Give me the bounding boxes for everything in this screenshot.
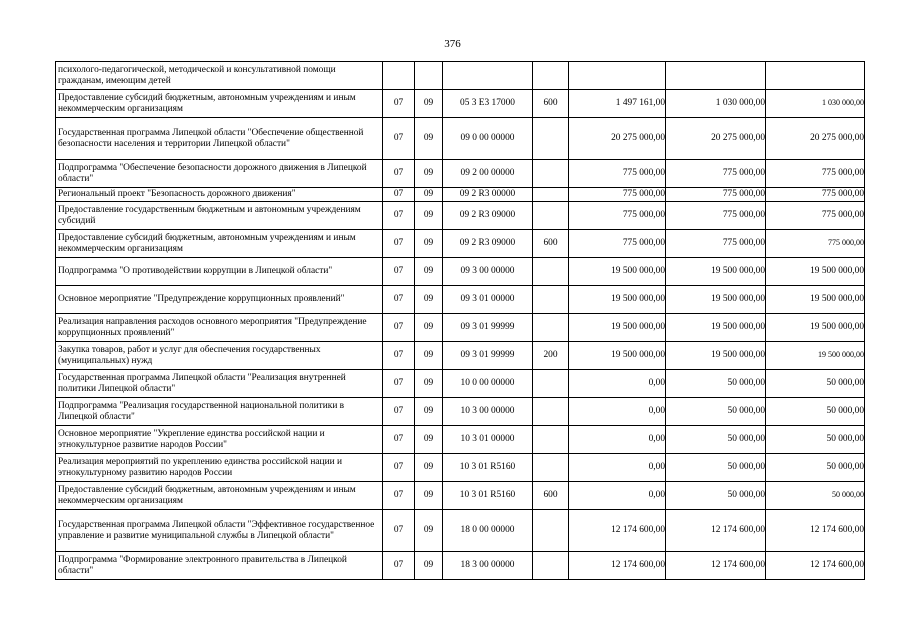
- amount-year1-cell: 775 000,00: [569, 202, 666, 230]
- amount-year3-cell: 19 500 000,00: [766, 258, 865, 286]
- expense-type-cell: [533, 258, 569, 286]
- expense-name-cell: Подпрограмма "Реализация государственной национальной политики в Липецкой области": [56, 398, 383, 426]
- amount-year3-cell: 50 000,00: [766, 426, 865, 454]
- expense-type-cell: [533, 188, 569, 202]
- expense-type-cell: 600: [533, 230, 569, 258]
- target-article-cell: 10 0 00 00000: [443, 370, 533, 398]
- amount-year2-cell: 12 174 600,00: [666, 510, 766, 552]
- section-code-cell: 07: [383, 230, 415, 258]
- page-number: 376: [444, 38, 461, 50]
- target-article-cell: 05 3 Е3 17000: [443, 90, 533, 118]
- expense-name-cell: Государственная программа Липецкой области "Эффективное государственное управление и развитие муниципальной службы в Липецкой области": [56, 510, 383, 552]
- subsection-code-cell: 09: [415, 314, 443, 342]
- amount-year3-cell: 19 500 000,00: [766, 286, 865, 314]
- section-code-cell: [383, 62, 415, 90]
- amount-year1-cell: 19 500 000,00: [569, 286, 666, 314]
- target-article-cell: 10 3 01 R5160: [443, 482, 533, 510]
- section-code-cell: 07: [383, 370, 415, 398]
- section-code-cell: 07: [383, 160, 415, 188]
- subsection-code-cell: 09: [415, 510, 443, 552]
- section-code-cell: 07: [383, 90, 415, 118]
- table-row: [56, 188, 865, 202]
- amount-year1-cell: 775 000,00: [569, 160, 666, 188]
- amount-year2-cell: 775 000,00: [666, 230, 766, 258]
- expense-type-cell: [533, 118, 569, 160]
- section-code-cell: 07: [383, 454, 415, 482]
- expense-name-cell: Подпрограмма "Формирование электронного правительства в Липецкой области": [56, 552, 383, 580]
- amount-year3-cell: 50 000,00: [766, 370, 865, 398]
- section-code-cell: 07: [383, 118, 415, 160]
- expense-type-cell: [533, 314, 569, 342]
- amount-year1-cell: 0,00: [569, 454, 666, 482]
- target-article-cell: 10 3 00 00000: [443, 398, 533, 426]
- expense-type-cell: [533, 552, 569, 580]
- subsection-code-cell: [415, 62, 443, 90]
- table-row: [56, 160, 865, 188]
- amount-year2-cell: 50 000,00: [666, 482, 766, 510]
- amount-year3-cell: 50 000,00: [766, 454, 865, 482]
- expense-type-cell: [533, 398, 569, 426]
- amount-year1-cell: 0,00: [569, 398, 666, 426]
- subsection-code-cell: 09: [415, 552, 443, 580]
- expense-type-cell: 600: [533, 90, 569, 118]
- amount-year1-cell: 19 500 000,00: [569, 342, 666, 370]
- subsection-code-cell: 09: [415, 342, 443, 370]
- table-row: [56, 118, 865, 160]
- table-row: [56, 258, 865, 286]
- amount-year3-cell: 1 030 000,00: [766, 90, 865, 118]
- amount-year1-cell: 1 497 161,00: [569, 90, 666, 118]
- amount-year3-cell: 12 174 600,00: [766, 510, 865, 552]
- expense-name-cell: Закупка товаров, работ и услуг для обеспечения государственных (муниципальных) нужд: [56, 342, 383, 370]
- amount-year2-cell: 50 000,00: [666, 454, 766, 482]
- expense-type-cell: [533, 202, 569, 230]
- amount-year2-cell: 12 174 600,00: [666, 552, 766, 580]
- amount-year3-cell: 775 000,00: [766, 188, 865, 202]
- section-code-cell: 07: [383, 286, 415, 314]
- section-code-cell: 07: [383, 202, 415, 230]
- target-article-cell: [443, 62, 533, 90]
- amount-year3-cell: 50 000,00: [766, 398, 865, 426]
- target-article-cell: 09 2 R3 09000: [443, 230, 533, 258]
- section-code-cell: 07: [383, 398, 415, 426]
- subsection-code-cell: 09: [415, 398, 443, 426]
- section-code-cell: 07: [383, 342, 415, 370]
- table-row: [56, 398, 865, 426]
- table-row: [56, 482, 865, 510]
- section-code-cell: 07: [383, 426, 415, 454]
- amount-year3-cell: 775 000,00: [766, 202, 865, 230]
- amount-year3-cell: 775 000,00: [766, 230, 865, 258]
- expense-type-cell: [533, 370, 569, 398]
- subsection-code-cell: 09: [415, 258, 443, 286]
- expense-name-cell: Государственная программа Липецкой области "Обеспечение общественной безопасности населения и территории Липецкой области": [56, 118, 383, 160]
- amount-year1-cell: 0,00: [569, 482, 666, 510]
- target-article-cell: 09 3 01 99999: [443, 342, 533, 370]
- budget-table: [55, 61, 865, 580]
- expense-name-cell: Государственная программа Липецкой области "Реализация внутренней политики Липецкой области": [56, 370, 383, 398]
- expense-type-cell: [533, 426, 569, 454]
- amount-year3-cell: 12 174 600,00: [766, 552, 865, 580]
- expense-type-cell: 600: [533, 482, 569, 510]
- expense-type-cell: [533, 510, 569, 552]
- amount-year1-cell: 775 000,00: [569, 188, 666, 202]
- table-row: [56, 90, 865, 118]
- amount-year2-cell: 19 500 000,00: [666, 314, 766, 342]
- section-code-cell: 07: [383, 314, 415, 342]
- target-article-cell: 09 0 00 00000: [443, 118, 533, 160]
- target-article-cell: 18 0 00 00000: [443, 510, 533, 552]
- table-row: [56, 286, 865, 314]
- expense-name-cell: Подпрограмма "Обеспечение безопасности дорожного движения в Липецкой области": [56, 160, 383, 188]
- table-row: [56, 552, 865, 580]
- amount-year2-cell: 19 500 000,00: [666, 342, 766, 370]
- subsection-code-cell: 09: [415, 118, 443, 160]
- expense-name-cell: Предоставление субсидий бюджетным, автономным учреждениям и иным некоммерческим организациям: [56, 230, 383, 258]
- amount-year3-cell: 775 000,00: [766, 160, 865, 188]
- subsection-code-cell: 09: [415, 160, 443, 188]
- amount-year2-cell: 775 000,00: [666, 188, 766, 202]
- table-row: [56, 62, 865, 90]
- amount-year2-cell: [666, 62, 766, 90]
- target-article-cell: 09 3 00 00000: [443, 258, 533, 286]
- amount-year2-cell: 50 000,00: [666, 370, 766, 398]
- amount-year1-cell: 20 275 000,00: [569, 118, 666, 160]
- amount-year3-cell: 19 500 000,00: [766, 342, 865, 370]
- amount-year1-cell: [569, 62, 666, 90]
- subsection-code-cell: 09: [415, 202, 443, 230]
- expense-name-cell: Подпрограмма "О противодействии коррупции в Липецкой области": [56, 258, 383, 286]
- section-code-cell: 07: [383, 552, 415, 580]
- target-article-cell: 09 2 R3 09000: [443, 202, 533, 230]
- target-article-cell: 09 3 01 00000: [443, 286, 533, 314]
- subsection-code-cell: 09: [415, 454, 443, 482]
- amount-year2-cell: 775 000,00: [666, 160, 766, 188]
- expense-name-cell: Предоставление субсидий бюджетным, автономным учреждениям и иным некоммерческим организациям: [56, 482, 383, 510]
- section-code-cell: 07: [383, 258, 415, 286]
- target-article-cell: 10 3 01 R5160: [443, 454, 533, 482]
- section-code-cell: 07: [383, 188, 415, 202]
- subsection-code-cell: 09: [415, 230, 443, 258]
- table-row: [56, 454, 865, 482]
- amount-year2-cell: 19 500 000,00: [666, 258, 766, 286]
- expense-type-cell: [533, 454, 569, 482]
- amount-year2-cell: 50 000,00: [666, 398, 766, 426]
- subsection-code-cell: 09: [415, 426, 443, 454]
- amount-year1-cell: 12 174 600,00: [569, 552, 666, 580]
- target-article-cell: 09 2 R3 00000: [443, 188, 533, 202]
- expense-name-cell: Основное мероприятие "Предупреждение коррупционных проявлений": [56, 286, 383, 314]
- section-code-cell: 07: [383, 482, 415, 510]
- amount-year2-cell: 50 000,00: [666, 426, 766, 454]
- amount-year1-cell: 19 500 000,00: [569, 314, 666, 342]
- target-article-cell: 09 3 01 99999: [443, 314, 533, 342]
- amount-year1-cell: 0,00: [569, 426, 666, 454]
- table-row: [56, 230, 865, 258]
- expense-name-cell: Реализация мероприятий по укреплению единства российской нации и этнокультурному развитию народов России: [56, 454, 383, 482]
- subsection-code-cell: 09: [415, 188, 443, 202]
- target-article-cell: 09 2 00 00000: [443, 160, 533, 188]
- subsection-code-cell: 09: [415, 286, 443, 314]
- amount-year3-cell: 19 500 000,00: [766, 314, 865, 342]
- amount-year1-cell: 19 500 000,00: [569, 258, 666, 286]
- expense-type-cell: 200: [533, 342, 569, 370]
- target-article-cell: 18 3 00 00000: [443, 552, 533, 580]
- amount-year3-cell: [766, 62, 865, 90]
- section-code-cell: 07: [383, 510, 415, 552]
- expense-name-cell: Основное мероприятие "Укрепление единства российской нации и этнокультурное развитие народов России": [56, 426, 383, 454]
- amount-year2-cell: 20 275 000,00: [666, 118, 766, 160]
- expense-type-cell: [533, 286, 569, 314]
- expense-name-cell: Реализация направления расходов основного мероприятия "Предупреждение коррупционных проявлений": [56, 314, 383, 342]
- table-row: [56, 202, 865, 230]
- amount-year3-cell: 50 000,00: [766, 482, 865, 510]
- amount-year1-cell: 12 174 600,00: [569, 510, 666, 552]
- expense-name-cell: Региональный проект "Безопасность дорожного движения": [56, 188, 383, 202]
- subsection-code-cell: 09: [415, 482, 443, 510]
- table-row: [56, 370, 865, 398]
- amount-year2-cell: 1 030 000,00: [666, 90, 766, 118]
- expense-type-cell: [533, 62, 569, 90]
- table-row: [56, 314, 865, 342]
- subsection-code-cell: 09: [415, 370, 443, 398]
- table-row: [56, 426, 865, 454]
- target-article-cell: 10 3 01 00000: [443, 426, 533, 454]
- amount-year2-cell: 775 000,00: [666, 202, 766, 230]
- expense-type-cell: [533, 160, 569, 188]
- expense-name-cell: Предоставление субсидий бюджетным, автономным учреждениям и иным некоммерческим организациям: [56, 90, 383, 118]
- subsection-code-cell: 09: [415, 90, 443, 118]
- amount-year1-cell: 0,00: [569, 370, 666, 398]
- table-row: [56, 510, 865, 552]
- expense-name-cell: Предоставление государственным бюджетным и автономным учреждениям субсидий: [56, 202, 383, 230]
- amount-year2-cell: 19 500 000,00: [666, 286, 766, 314]
- amount-year3-cell: 20 275 000,00: [766, 118, 865, 160]
- expense-name-cell: психолого-педагогической, методической и консультативной помощи гражданам, имеющим детей: [56, 62, 383, 90]
- amount-year1-cell: 775 000,00: [569, 230, 666, 258]
- table-row: [56, 342, 865, 370]
